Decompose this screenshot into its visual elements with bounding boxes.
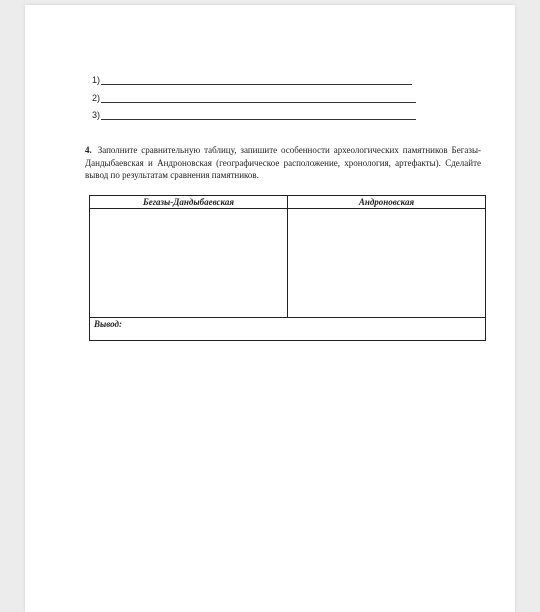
cell-andronovskaya[interactable] (287, 209, 485, 317)
task-text: Заполните сравнительную таблицу, запишите особенности археологических памятников Бегазы-Дандыбаевская и Андроновская (географическое расположение, хронология, артефакты). Сделайте вывод по результатам сравнения памятников. (85, 145, 482, 180)
answer-underline (101, 93, 416, 103)
answer-line-1[interactable] (92, 73, 412, 85)
answer-line-2[interactable] (92, 91, 416, 103)
answer-line-number: 2) (92, 93, 101, 103)
document-page (25, 5, 515, 612)
answer-line-number: 1) (92, 75, 101, 85)
answer-line-number: 3) (92, 110, 101, 120)
answer-underline (101, 110, 416, 120)
conclusion-row[interactable] (90, 318, 485, 340)
table-body-row (90, 209, 485, 318)
column-header-andronovskaya: Андроновская (287, 196, 485, 208)
task-instructions (85, 144, 481, 182)
task-number: 4. (85, 145, 92, 155)
answer-underline (101, 75, 412, 85)
column-header-begazy-dandybaevskaya: Бегазы-Дандыбаевская (143, 197, 234, 207)
cell-begazy-dandybaevskaya[interactable] (90, 209, 287, 317)
conclusion-label: Вывод: (94, 319, 122, 329)
answer-line-3[interactable] (92, 108, 416, 120)
table-header-row (90, 196, 485, 209)
comparison-table (89, 195, 486, 341)
